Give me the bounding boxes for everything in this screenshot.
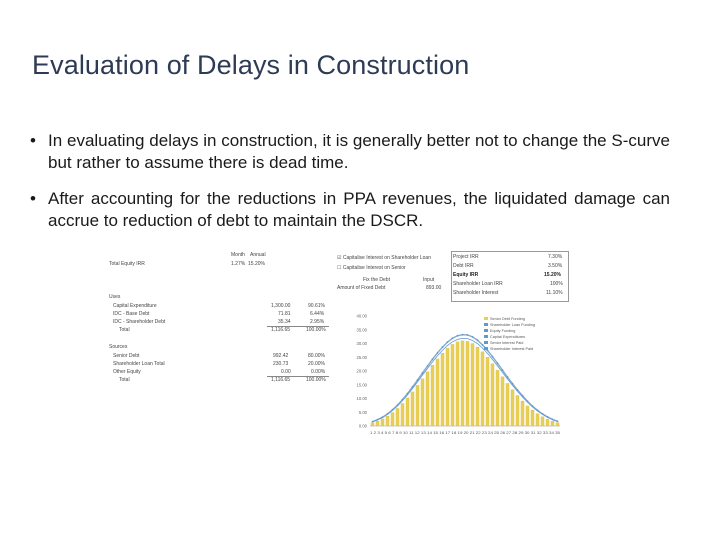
chart-bar	[441, 353, 444, 426]
funding-s-curve-chart	[344, 310, 566, 440]
uses-pct: 6.44%	[310, 311, 325, 317]
irr-month: 1.27%	[231, 261, 246, 267]
uses-pct: 100.00%	[306, 327, 326, 333]
series-point	[467, 334, 469, 336]
chart-bar	[556, 423, 559, 426]
sources-value: 0.00	[281, 369, 291, 375]
chart-bar	[426, 372, 429, 426]
bullet-item	[30, 188, 670, 232]
header-month: Month	[231, 252, 245, 258]
y-tick-label: 15.00	[356, 382, 367, 388]
metric-value: 3.50%	[548, 263, 563, 269]
irr-label: Total Equity IRR	[109, 261, 145, 267]
uses-pct: 90.61%	[308, 303, 325, 309]
chart-bar	[391, 413, 394, 426]
chart-bar	[466, 341, 469, 426]
uses-value: 1,300.00	[271, 303, 291, 309]
chart-bar	[431, 365, 434, 426]
chart-bar	[446, 348, 449, 426]
x-axis-labels: 1 2 3 4 5 6 7 8 9 10 11 12 13 14 15 16 17 18 19 20 21 22 23 24 25 26 27 28 29 30 31 32 33 34 35	[370, 431, 560, 435]
chart-bar	[401, 403, 404, 426]
fix-debt-label: Fix the Debt	[363, 277, 390, 283]
chart-bar	[491, 364, 494, 426]
series-point	[452, 337, 454, 339]
fixed-debt-value: 893.00	[426, 285, 442, 291]
legend-swatch	[484, 335, 488, 338]
bullet-list	[30, 130, 670, 246]
legend-label: Shareholder Interest Paid	[490, 347, 534, 351]
uses-heading: Uses	[109, 294, 121, 300]
sources-label: Senior Debt	[113, 353, 140, 359]
chart-bar	[471, 344, 474, 427]
series-point	[557, 420, 559, 422]
chart-bar	[421, 379, 424, 426]
legend-swatch	[484, 317, 488, 320]
sources-label: Other Equity	[113, 369, 141, 375]
series-point	[497, 362, 499, 364]
chart-bar	[411, 392, 414, 426]
sources-label: Shareholder Loan Total	[113, 361, 165, 367]
legend-label: Shareholder Loan Funding	[490, 323, 535, 327]
metric-label: Project IRR	[453, 254, 479, 260]
uses-label: Capital Expenditure	[113, 303, 157, 309]
embedded-spreadsheet-screenshot	[101, 246, 569, 442]
sources-pct: 20.00%	[308, 361, 325, 367]
uses-pct: 2.95%	[310, 319, 325, 325]
series-point	[482, 344, 484, 346]
bullet-item	[30, 130, 670, 174]
series-point	[442, 346, 444, 348]
uses-value: 1,116.65	[271, 327, 291, 333]
chart-bar	[501, 377, 504, 426]
y-tick-label: 0.00	[358, 423, 367, 429]
metric-value: 15.20%	[544, 272, 561, 278]
chart-bar	[541, 417, 544, 426]
series-point	[422, 372, 424, 374]
metric-value: 7.30%	[548, 254, 563, 260]
series-point	[377, 419, 379, 421]
metric-value: 100%	[550, 281, 563, 287]
series-point	[447, 341, 449, 343]
series-point	[512, 383, 514, 385]
chart-bar	[371, 423, 374, 426]
series-point	[417, 379, 419, 381]
legend-label: Equity Funding	[490, 329, 516, 333]
series-point	[522, 395, 524, 397]
series-point	[387, 413, 389, 415]
chart-bar	[456, 342, 459, 426]
series-point	[507, 376, 509, 378]
uses-label: IDC - Shareholder Debt	[113, 319, 166, 325]
series-point	[502, 369, 504, 371]
series-point	[392, 409, 394, 411]
y-tick-label: 10.00	[356, 396, 367, 401]
chart-bar	[516, 395, 519, 426]
legend-swatch	[484, 329, 488, 332]
bullet-text: In evaluating delays in construction, it is generally better not to change the S-curve but rather to assume there is dead time.	[48, 131, 670, 172]
sources-pct: 100.00%	[306, 377, 326, 383]
chart-bar	[481, 352, 484, 426]
series-point	[517, 389, 519, 391]
chart-bar	[521, 401, 524, 426]
checkbox-label: Capitalise Interest on Senior	[342, 265, 406, 271]
slide-title: Evaluation of Delays in Construction	[32, 50, 470, 80]
sources-value: 1,116.65	[271, 377, 291, 383]
series-point	[427, 365, 429, 367]
metric-label: Equity IRR	[453, 272, 479, 278]
chart-bar	[406, 398, 409, 426]
chart-bar	[386, 416, 389, 426]
chart-bar	[461, 341, 464, 426]
chart-bar	[536, 414, 539, 426]
chart-bar	[451, 344, 454, 426]
header-annual: Annual	[250, 252, 266, 258]
chart-bar	[476, 347, 479, 426]
chart-bar	[496, 370, 499, 426]
metric-label: Shareholder Loan IRR	[453, 281, 503, 287]
chart-bar	[526, 406, 529, 426]
series-point	[492, 356, 494, 358]
series-point	[457, 335, 459, 337]
series-point	[477, 339, 479, 341]
legend-label: Capital Expenditures	[490, 335, 526, 339]
y-tick-label: 25.00	[356, 354, 367, 360]
series-point	[537, 409, 539, 411]
sources-value: 230.73	[273, 361, 289, 367]
chart-bar	[416, 385, 419, 426]
metric-label: Shareholder Interest	[453, 290, 499, 296]
y-tick-label: 30.00	[356, 341, 367, 346]
series-point	[542, 413, 544, 415]
chart-bar	[531, 410, 534, 426]
series-point	[402, 399, 404, 401]
series-point	[432, 358, 434, 360]
checkbox-capitalise-sh-loan[interactable]: ☑ Capitalise Interest on Shareholder Loan	[337, 255, 431, 261]
series-point	[547, 416, 549, 418]
legend-label: Senior Debt Funding	[490, 317, 525, 321]
chart-bar	[506, 383, 509, 426]
chart-bar	[551, 421, 554, 426]
checkbox-label: Capitalise Interest on Shareholder Loan	[342, 255, 431, 261]
uses-value: 35.34	[278, 319, 291, 325]
checkbox-capitalise-senior[interactable]: ☐ Capitalise Interest on Senior	[337, 265, 406, 271]
chart-bar	[376, 421, 379, 426]
y-tick-label: 40.00	[356, 313, 367, 319]
chart-bar	[511, 390, 514, 426]
chart-bar	[436, 359, 439, 426]
y-tick-label: 35.00	[356, 327, 367, 333]
bullet-text: After accounting for the reductions in PPA revenues, the liquidated damage can accrue to reduction of debt to maintain the DSCR.	[48, 189, 670, 230]
legend-swatch	[484, 341, 488, 344]
y-tick-label: 20.00	[356, 368, 367, 374]
fixed-debt-label: Amount of Fixed Debt	[337, 285, 386, 291]
series-point	[437, 352, 439, 354]
metric-value: 11.10%	[546, 290, 563, 296]
legend-label: Senior Interest Paid	[490, 341, 524, 345]
sources-heading: Sources	[109, 344, 128, 350]
chart-bar	[486, 357, 489, 426]
sources-pct: 0.00%	[311, 369, 326, 375]
sources-label: Total	[119, 377, 130, 383]
series-point	[532, 405, 534, 407]
fix-debt-input[interactable]: Input	[423, 277, 435, 283]
series-point	[472, 336, 474, 338]
uses-value: 71.81	[278, 311, 291, 317]
series-point	[412, 386, 414, 388]
metric-label: Debt IRR	[453, 263, 474, 269]
series-point	[397, 404, 399, 406]
sources-value: 992.42	[273, 353, 289, 359]
sources-pct: 80.00%	[308, 353, 325, 359]
series-point	[407, 393, 409, 395]
series-point	[382, 416, 384, 418]
chart-bar	[546, 419, 549, 426]
irr-annual: 15.20%	[248, 261, 265, 267]
bullet-glyph: •	[30, 131, 36, 150]
chart-bar	[396, 408, 399, 426]
uses-label: IDC - Base Debt	[113, 311, 150, 317]
y-tick-label: 5.00	[358, 409, 367, 415]
uses-label: Total	[119, 327, 130, 333]
legend-swatch	[484, 347, 488, 350]
series-point	[372, 421, 374, 423]
series-point	[552, 419, 554, 421]
legend-swatch	[484, 323, 488, 326]
chart-bar	[381, 419, 384, 426]
series-point	[462, 334, 464, 336]
series-point	[527, 400, 529, 402]
bullet-glyph: •	[30, 189, 36, 208]
